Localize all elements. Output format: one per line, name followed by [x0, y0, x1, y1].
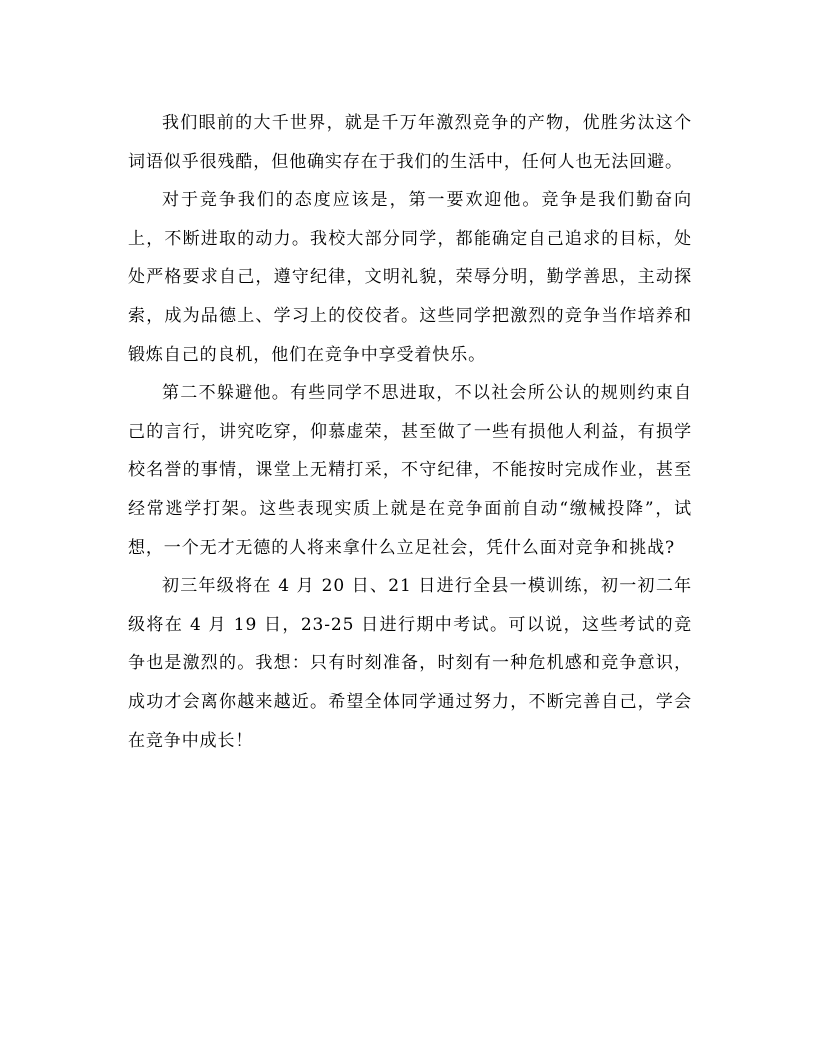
- document-body: [128, 104, 692, 760]
- paragraph-2: 对于竞争我们的态度应该是，第一要欢迎他。竞争是我们勤奋向上，不断进取的动力。我校大部分同学，都能确定自己追求的目标，处处严格要求自己，遵守纪律，文明礼貌，荣辱分明，勤学善思，主动探索，成为品德上、学习上的佼佼者。这些同学把激烈的竞争当作培养和锻炼自己的良机，他们在竞争中享受着快乐。: [128, 190, 692, 365]
- paragraph-1: 我们眼前的大千世界，就是千万年激烈竞争的产物，优胜劣汰这个词语似乎很残酷，但他确实存在于我们的生活中，任何人也无法回避。: [128, 113, 692, 172]
- paragraph-3: 第二不躲避他。有些同学不思进取，不以社会所公认的规则约束自己的言行，讲究吃穿，仰慕虚荣，甚至做了一些有损他人利益，有损学校名誉的事情，课堂上无精打采，不守纪律，不能按时完成作业，甚至经常逃学打架。这些表现实质上就是在竞争面前自动“缴械投降”，试想，一个无才无德的人将来拿什么立足社会，凭什么面对竞争和挑战?: [128, 383, 692, 558]
- paragraph-4: 初三年级将在 4 月 20 日、21 日进行全县一模训练，初一初二年级将在 4 月 19 日，23-25 日进行期中考试。可以说，这些考试的竞争也是激烈的。我想：只有时刻准备，时刻有一种危机感和竞争意识，成功才会离你越来越近。希望全体同学通过努力，不断完善自己，学会在竞争中成长！: [128, 576, 692, 751]
